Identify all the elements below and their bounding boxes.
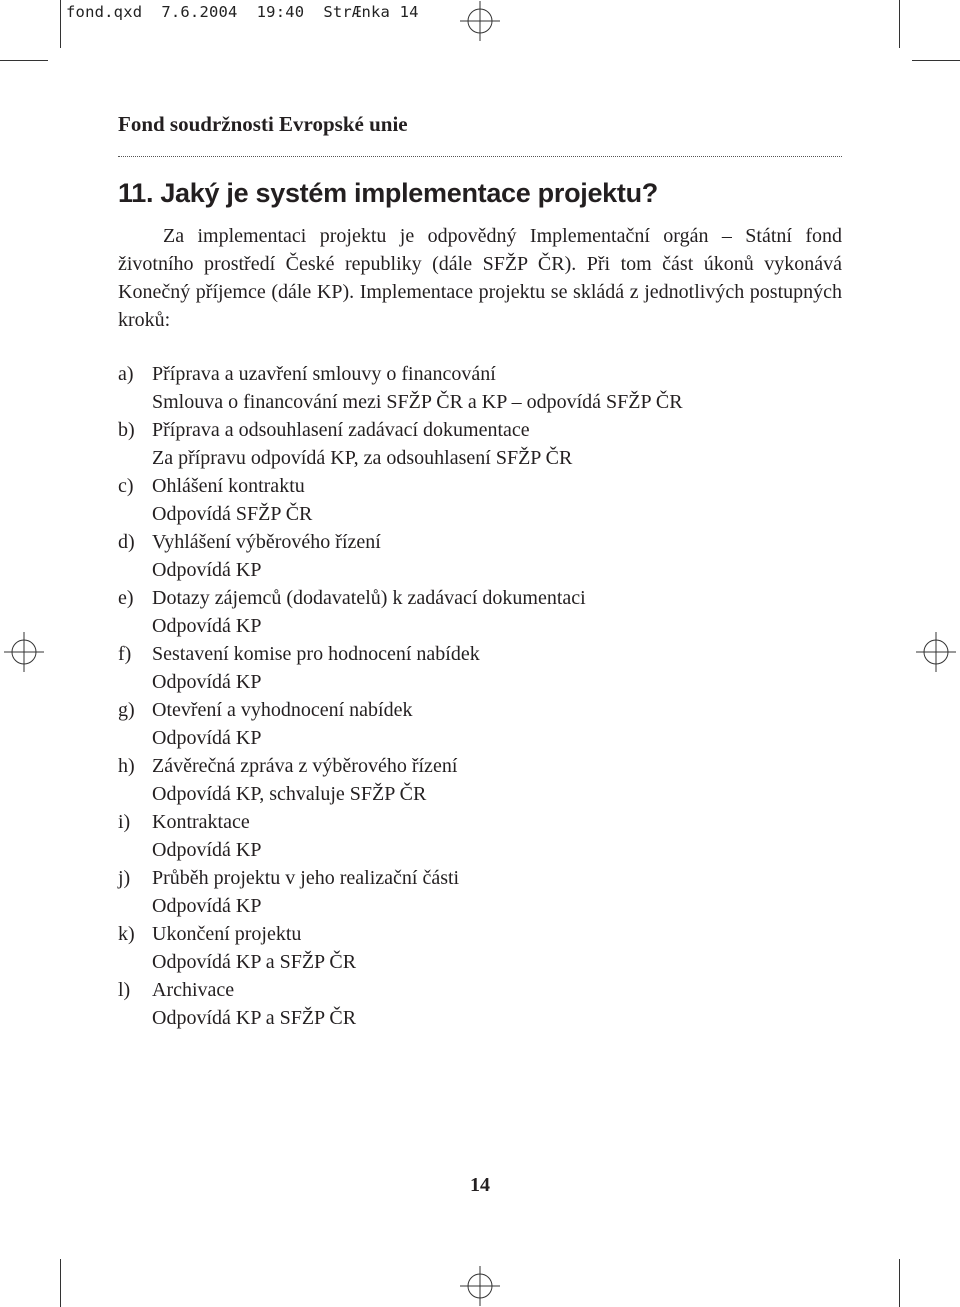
step-title: Dotazy zájemců (dodavatelů) k zadávací dokumentaci (152, 587, 586, 609)
step-title: Příprava a odsouhlasení zadávací dokumentace (152, 419, 530, 441)
step-title: Ukončení projektu (152, 923, 302, 945)
step-responsibility: Odpovídá KP a SFŽP ČR (152, 1007, 357, 1029)
step-title: Kontraktace (152, 811, 250, 833)
step-title: Sestavení komise pro hodnocení nabídek (152, 643, 480, 665)
page-number: 14 (470, 1174, 490, 1196)
registration-mark-top-icon (460, 1, 500, 41)
step-title: Ohlášení kontraktu (152, 475, 305, 497)
crop-mark-bottom-right-vertical (899, 1259, 900, 1307)
step-responsibility: Odpovídá KP (152, 727, 262, 749)
step-item (118, 416, 842, 472)
step-marker: g) (118, 699, 135, 721)
step-marker: b) (118, 419, 135, 441)
step-title: Archivace (152, 979, 235, 1001)
step-item (118, 976, 842, 1032)
step-item (118, 808, 842, 864)
running-head: Fond soudržnosti Evropské unie (118, 112, 408, 136)
step-item (118, 584, 842, 640)
step-responsibility: Smlouva o financování mezi SFŽP ČR a KP – odpovídá SFŽP ČR (152, 391, 683, 413)
step-responsibility: Odpovídá KP (152, 839, 262, 861)
step-item (118, 640, 842, 696)
step-title: Průběh projektu v jeho realizační části (152, 867, 460, 889)
step-marker: k) (118, 923, 135, 945)
step-title: Otevření a vyhodnocení nabídek (152, 699, 413, 721)
step-responsibility: Za přípravu odpovídá KP, za odsouhlasení SFŽP ČR (152, 447, 573, 469)
step-marker: f) (118, 643, 132, 665)
step-responsibility: Odpovídá KP a SFŽP ČR (152, 951, 357, 973)
step-item (118, 920, 842, 976)
step-item (118, 864, 842, 920)
crop-mark-top-right-horizontal (912, 60, 960, 61)
step-title: Vyhlášení výběrového řízení (152, 531, 381, 553)
implementation-steps-list (118, 360, 842, 1032)
intro-paragraph: Za implementaci projektu je odpovědný Implementační orgán – Státní fond životního prostředí České republiky (dále SFŽP ČR). Při tom část úkonů vykonává Konečný příjemce (dále KP). Implementace projektu se skládá z jednotlivých postupných kroků: (118, 225, 842, 331)
crop-mark-bottom-left-vertical (60, 1259, 61, 1307)
header-divider (118, 156, 842, 157)
step-marker: j) (118, 867, 131, 889)
registration-mark-left-icon (4, 632, 44, 672)
step-marker: h) (118, 755, 135, 777)
step-item (118, 752, 842, 808)
registration-mark-right-icon (916, 632, 956, 672)
step-item (118, 696, 842, 752)
step-marker: d) (118, 531, 135, 553)
step-responsibility: Odpovídá KP (152, 671, 262, 693)
step-marker: a) (118, 363, 134, 385)
step-responsibility: Odpovídá KP (152, 559, 262, 581)
step-responsibility: Odpovídá KP, schvaluje SFŽP ČR (152, 783, 427, 805)
crop-mark-top-left-vertical (60, 0, 61, 48)
step-marker: c) (118, 475, 134, 497)
step-marker: i) (118, 811, 131, 833)
crop-mark-top-left-horizontal (0, 60, 48, 61)
step-marker: l) (118, 979, 131, 1001)
step-responsibility: Odpovídá KP (152, 895, 262, 917)
step-responsibility: Odpovídá SFŽP ČR (152, 503, 313, 525)
step-responsibility: Odpovídá KP (152, 615, 262, 637)
step-title: Závěrečná zpráva z výběrového řízení (152, 755, 458, 777)
section-heading: 11. Jaký je systém implementace projektu? (118, 178, 658, 208)
print-slug: fond.qxd 7.6.2004 19:40 StrÆnka 14 (66, 3, 419, 21)
step-item (118, 472, 842, 528)
step-item (118, 360, 842, 416)
step-item (118, 528, 842, 584)
crop-mark-top-right-vertical (899, 0, 900, 48)
registration-mark-bottom-icon (460, 1266, 500, 1306)
step-title: Příprava a uzavření smlouvy o financování (152, 363, 496, 385)
step-marker: e) (118, 587, 134, 609)
